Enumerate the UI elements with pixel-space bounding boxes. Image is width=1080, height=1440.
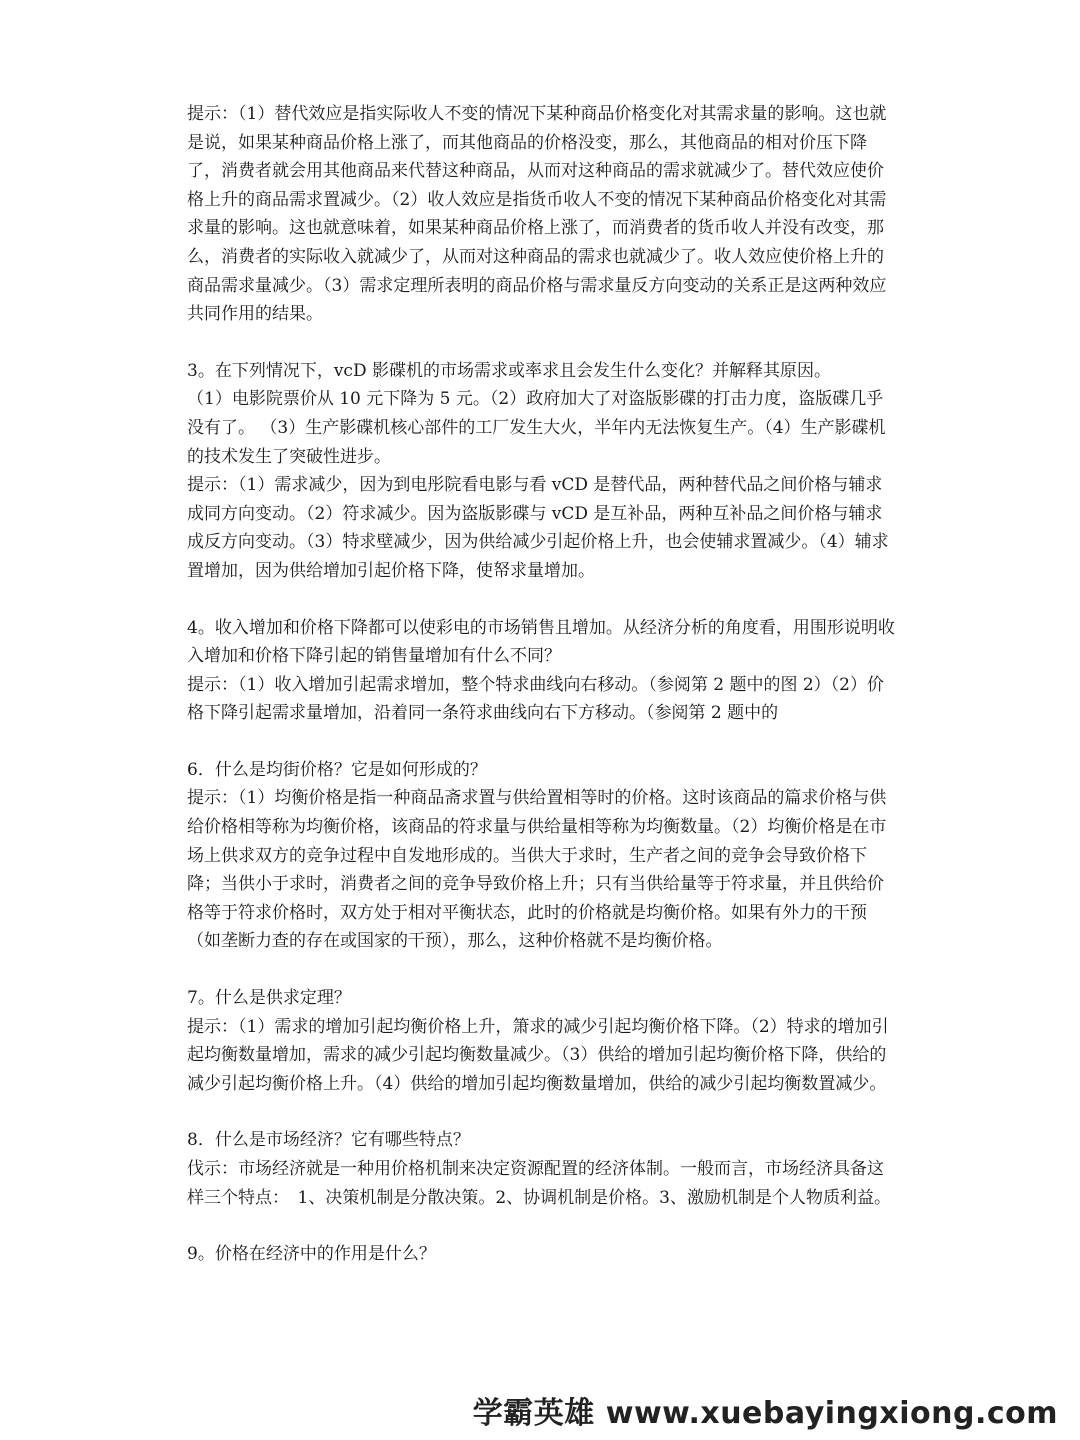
spacer <box>187 728 899 756</box>
document-body <box>187 100 899 1269</box>
spacer <box>187 586 899 614</box>
site-watermark: 学霸英雄 www.xuebayingxiong.com <box>472 1396 1058 1431</box>
q4-question-paragraph: 4。收入增加和价格下降都可以使彩电的市场销售且增加。从经济分析的角度看，用围形说明收入增加和价格下降引起的销售量增加有什么不同？ <box>187 617 895 667</box>
q8-hint-paragraph: 伐示：市场经济就是一种用价格机制来决定资源配置的经济体制。一般而言，市场经济具备这样三个特点： 1、决策机制是分散决策。2、协调机制是价格。3、激励机制是个人物质利益。 <box>187 1159 891 1208</box>
q2-hint-paragraph: 提示：（1）替代效应是指实际收人不变的情况下某种商品价格变化对其需求量的影响。这也就是说，如果某种商品价格上涨了，而其他商品的价格没变，那么，其他商品的相对价压下降了，消费者就会用其他商品来代替这种商品，从而对这种商品的需求就减少了。替代效应使价格上升的商品需求置减少。（2）收人效应是指货币收人不变的情况下某种商品价格变化对其需求量的影响。这也就意味着，如果某种商品价格上涨了，而消费者的货币收人并没有改变，那么，消费者的实际收入就减少了，从而对这种商品的需求也就减少了。收人效应使价格上升的商品需求量减少。（3）需求定理所表明的商品价格与需求量反方向变动的关系正是这两种效应共同作用的结果。 <box>187 104 887 325</box>
q9-question-paragraph: 9。价格在经济中的作用是什么？ <box>187 1244 436 1265</box>
q8-question-paragraph: 8．什么是市场经济？它有哪些特点？ <box>187 1130 470 1151</box>
q4-hint-paragraph: 提示：（1）收入增加引起需求增加，整个特求曲线向右移动。（参阅第 2 题中的图 2）（2）价格下降引起需求量增加，沿着同一条符求曲线向右下方移动。（参阅第 2 题中的 <box>187 674 884 724</box>
q7-question-paragraph: 7。什么是供求定理？ <box>187 988 351 1009</box>
q3-question-paragraph: 3。在下列情况下，vcD 影碟机的市场需求或率求且会发生什么变化？并解释其原因。 <box>187 360 831 381</box>
q6-hint-paragraph: 提示：（1）均衡价格是指一种商品斋求置与供给置相等时的价格。这时该商品的篇求价格与供给价格相等称为均衡价格，该商品的符求量与供给量相等称为均衡数量。（2）均衡价格是在市场上供求双方的竞争过程中自发地形成的。当供大于求时，生产者之间的竞争会导致价格下降；当供小于求时，消费者之间的竞争导致价格上升；只有当供给量等于符求量，并且供给价格等于符求价格时，双方处于相对平衡状态，此时的价格就是均衡价格。如果有外力的干预（如垄断力查的存在或国家的干预），那么，这种价格就不是均衡价格。 <box>187 788 887 952</box>
spacer <box>187 329 899 357</box>
spacer <box>187 956 899 984</box>
spacer <box>187 1212 899 1240</box>
spacer <box>187 1098 899 1126</box>
q6-question-paragraph: 6．什么是均街价格？它是如何形成的？ <box>187 759 487 780</box>
q3-hint-paragraph: 提示：（1）需求减少，因为到电彤院看电影与看 vCD 是替代品，两种替代品之间价格与辅求成同方向变动。（2）符求减少。因为盗版影碟与 vCD 是互补品，两种互补品之间价格与辅求成反方向变动。（3）特求壁减少，因为供给减少引起价格上升，也会使辅求置减少。（4）辅求置增加，因为供给增加引起价格下降，使帑求量增加。 <box>187 475 889 581</box>
q7-hint-paragraph: 提示：（1）需求的增加引起均衡价格上升，箫求的减少引起均衡价格下降。（2）特求的增加引起均衡数量增加，需求的减少引起均衡数量减少。（3）供给的增加引起均衡价格下降，供给的减少引起均衡价格上升。（4）供给的增加引起均衡数量增加，供给的减少引起均衡数置减少。 <box>187 1016 889 1094</box>
q3-items-paragraph: （1）电影院票价从 10 元下降为 5 元。（2）政府加大了对盗版影碟的打击力度，盗版碟几乎没有了。 （3）生产影碟机核心部件的工厂发生大火，半年内无法恢复生产。（4）生产影碟机的技术发生了突破性进步。 <box>187 389 886 467</box>
